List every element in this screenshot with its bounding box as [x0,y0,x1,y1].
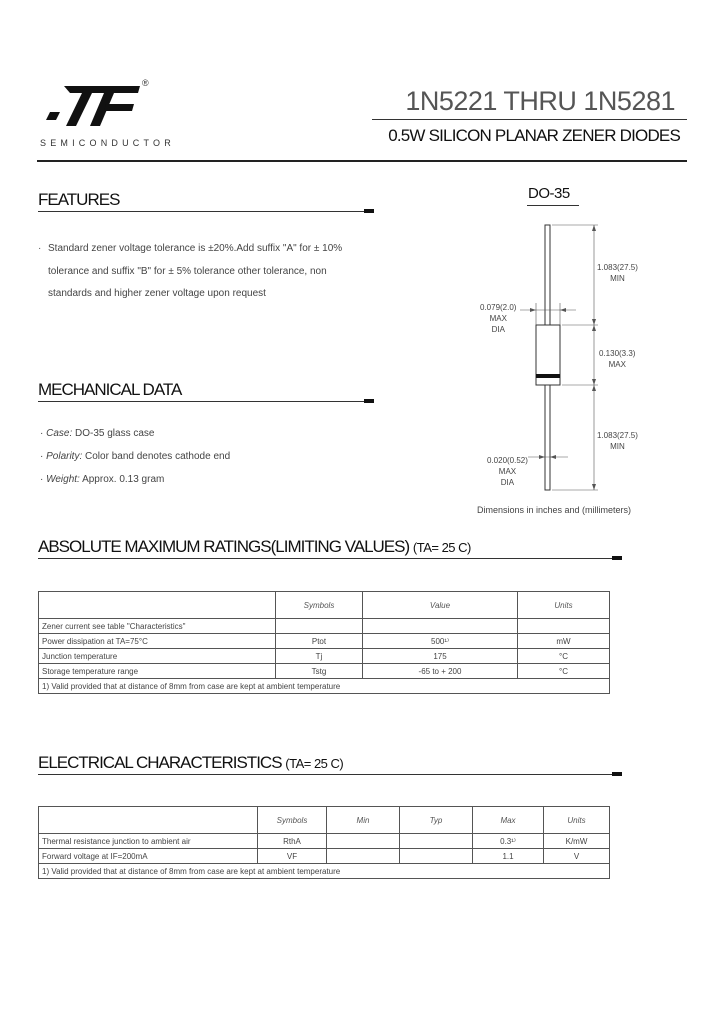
dim-lead-bottom: 1.083(27.5) MIN [597,431,638,451]
table-header-cell [39,592,276,619]
table-row: Thermal resistance junction to ambient air RthA 0.3¹⁾ K/mW [39,834,610,849]
table-header-row [39,592,610,619]
dim-body-length: 0.130(3.3) MAX [599,349,636,369]
features-rule-end [364,209,374,213]
table-header-cell: Max [473,807,544,834]
abs-max-title: ABSOLUTE MAXIMUM RATINGS(LIMITING VALUES) [38,537,410,556]
page-title: 1N5221 THRU 1N5281 [405,86,675,116]
weight-value: Approx. 0.13 gram [82,474,165,485]
page-subtitle: 0.5W SILICON PLANAR ZENER DIODES [388,126,680,145]
bullet: · [40,428,47,439]
abs-max-condition: (TA= 25 C) [412,540,471,555]
table-header-cell [39,807,258,834]
table-header-row [39,807,610,834]
abs-max-rule [38,558,620,559]
mechanical-item-weight [40,474,164,485]
table-header-cell: Symbols [258,807,327,834]
table-row: Zener current see table "Characteristics" [39,619,610,634]
table-header-cell: Units [544,807,610,834]
logo-text: SEMICONDUCTOR [40,138,175,148]
features-heading: FEATURES [38,190,120,209]
abs-max-heading [38,537,471,557]
mechanical-item-case [40,428,155,439]
electrical-rule-end [612,772,622,776]
bullet: · [38,243,42,254]
mechanical-rule-end [364,399,374,403]
table-header-cell: Units [518,592,610,619]
dimensions-note: Dimensions in inches and (millimeters) [477,505,632,515]
header-divider [37,160,687,162]
features-rule [38,211,368,212]
features-line-3: standards and higher zener voltage upon request [48,288,266,299]
features-line-2: tolerance and suffix "B" for ± 5% tolerance other tolerance, non [48,266,327,277]
title-rule [372,119,687,120]
table-row: Storage temperature range Tstg -65 to + 200 °C [39,664,610,679]
electrical-condition: (TA= 25 C) [285,756,344,771]
mechanical-rule [38,401,368,402]
table-row: Forward voltage at IF=200mA VF 1.1 V [39,849,610,864]
abs-max-footnote: 1) Valid provided that at distance of 8mm from case are kept at ambient temperature [39,679,610,694]
abs-max-rule-end [612,556,622,560]
polarity-label: Polarity: [46,451,83,462]
dim-lead-diameter: 0.020(0.52) MAX DIA [487,456,528,487]
table-header-cell: Value [363,592,518,619]
mechanical-heading: MECHANICAL DATA [38,380,182,399]
case-label: Case: [46,428,73,439]
abs-max-table [38,591,610,694]
electrical-footnote: 1) Valid provided that at distance of 8mm from case are kept at ambient temperature [39,864,610,879]
electrical-table [38,806,610,879]
table-header-cell: Typ [400,807,473,834]
table-row: Power dissipation at TA=75°C Ptot 500¹⁾ mW [39,634,610,649]
weight-label: Weight: [46,474,80,485]
package-title: DO-35 [528,185,570,202]
case-value: DO-35 glass case [75,428,155,439]
dim-lead-top: 1.083(27.5) MIN [597,263,638,283]
bullet: · [40,474,47,485]
electrical-heading [38,753,343,773]
table-row: Junction temperature Tj 175 °C [39,649,610,664]
mechanical-item-polarity [40,451,230,462]
features-line-1: Standard zener voltage tolerance is ±20%.Add suffix "A" for ± 10% [48,243,343,254]
polarity-value: Color band denotes cathode end [85,451,231,462]
electrical-rule [38,774,620,775]
package-title-underline [527,205,579,206]
bullet: · [40,451,47,462]
table-footnote-row [39,864,610,879]
registered-mark: ® [142,78,149,88]
electrical-title: ELECTRICAL CHARACTERISTICS [38,753,282,772]
company-logo [42,84,142,128]
table-header-cell: Min [327,807,400,834]
table-header-cell: Symbols [276,592,363,619]
table-footnote-row [39,679,610,694]
dim-body-diameter: 0.079(2.0) MAX DIA [480,303,517,334]
